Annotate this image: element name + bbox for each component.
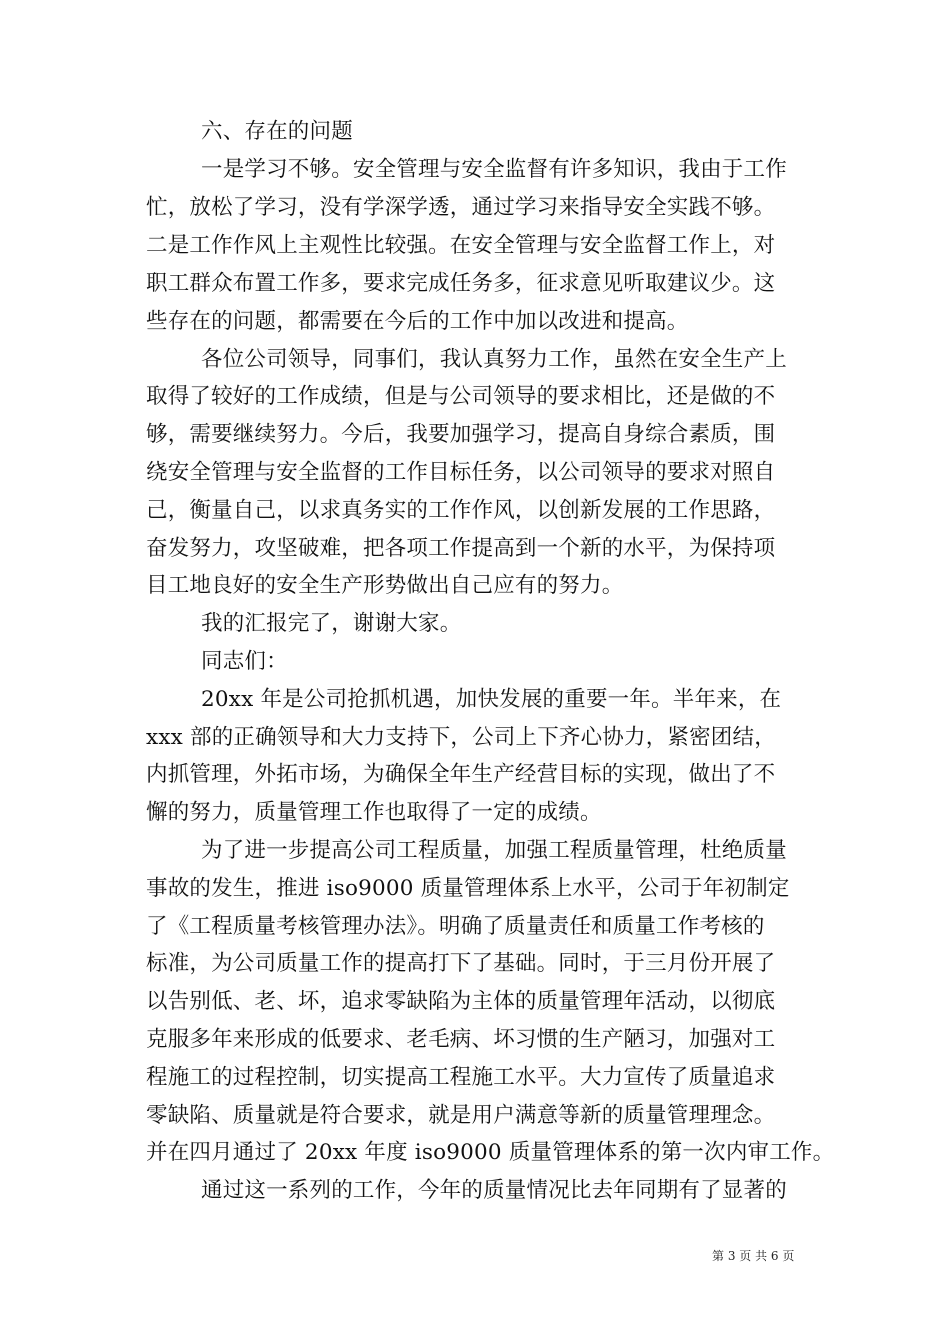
text-line: 些存在的问题，都需要在今后的工作中加以改进和提高。	[146, 309, 689, 334]
section-heading: 六、存在的问题	[201, 119, 353, 144]
text-line: xxx 部的正确领导和大力支持下，公司上下齐心协力，紧密团结，	[146, 725, 776, 750]
text-line: 事故的发生，推进 iso9000 质量管理体系上水平，公司于年初制定	[146, 876, 790, 901]
text-line: 够，需要继续努力。今后，我要加强学习，提高自身综合素质，围	[146, 422, 776, 447]
text-line: 奋发努力，攻坚破难，把各项工作提高到一个新的水平，为保持项	[146, 536, 776, 561]
text-line: 20xx 年是公司抢抓机遇，加快发展的重要一年。半年来，在	[201, 687, 782, 712]
text-line: 通过这一系列的工作，今年的质量情况比去年同期有了显著的	[201, 1178, 787, 1203]
text-line: 程施工的过程控制，切实提高工程施工水平。大力宣传了质量追求	[146, 1065, 776, 1090]
salutation: 同志们：	[201, 649, 288, 674]
text-line: 克服多年来形成的低要求、老毛病、坏习惯的生产陋习，加强对工	[146, 1027, 776, 1052]
page-number: 第 3 页 共 6 页	[712, 1249, 795, 1263]
text-line: 我的汇报完了，谢谢大家。	[201, 611, 462, 636]
text-line: 零缺陷、质量就是符合要求，就是用户满意等新的质量管理理念。	[146, 1103, 776, 1128]
text-line: 忙，放松了学习，没有学深学透，通过学习来指导安全实践不够。	[146, 195, 776, 220]
text-line: 标准，为公司质量工作的提高打下了基础。同时，于三月份开展了	[146, 951, 776, 976]
text-line: 一是学习不够。安全管理与安全监督有许多知识，我由于工作	[201, 157, 787, 182]
text-line: 二是工作作风上主观性比较强。在安全管理与安全监督工作上，对	[146, 233, 776, 258]
text-line: 为了进一步提高公司工程质量，加强工程质量管理，杜绝质量	[201, 838, 787, 863]
text-line: 内抓管理，外拓市场，为确保全年生产经营目标的实现，做出了不	[146, 762, 776, 787]
text-line: 目工地良好的安全生产形势做出自己应有的努力。	[146, 573, 624, 598]
text-line: 以告别低、老、坏，追求零缺陷为主体的质量管理年活动，以彻底	[146, 989, 776, 1014]
text-line: 各位公司领导，同事们，我认真努力工作，虽然在安全生产上	[201, 347, 787, 372]
text-line: 取得了较好的工作成绩，但是与公司领导的要求相比，还是做的不	[146, 384, 776, 409]
text-line: 了《工程质量考核管理办法》。明确了质量责任和质量工作考核的	[146, 914, 765, 939]
text-line: 并在四月通过了 20xx 年度 iso9000 质量管理体系的第一次内审工作。	[146, 1140, 835, 1165]
text-line: 己，衡量自己，以求真务实的工作作风，以创新发展的工作思路，	[146, 498, 776, 523]
text-line: 职工群众布置工作多，要求完成任务多，征求意见听取建议少。这	[146, 271, 776, 296]
text-line: 懈的努力，质量管理工作也取得了一定的成绩。	[146, 800, 602, 825]
text-line: 绕安全管理与安全监督的工作目标任务，以公司领导的要求对照自	[146, 460, 776, 485]
